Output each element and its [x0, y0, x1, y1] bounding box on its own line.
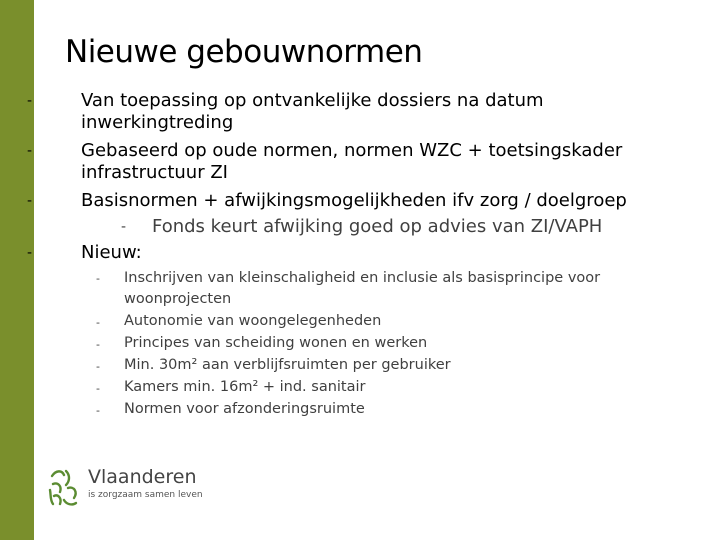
sub-bullet-text: woonprojecten: [124, 291, 232, 307]
flanders-lion-icon: [48, 468, 82, 508]
sub-bullet-text: Fonds keurt afwijking goed op advies van ZI/VAPH: [152, 216, 603, 237]
sub-bullet-text: Normen voor afzonderingsruimte: [124, 401, 365, 417]
sub-bullet-marker: -: [96, 382, 100, 395]
sub-bullet-marker: -: [96, 404, 100, 417]
sub-bullet-text: Principes van scheiding wonen en werken: [124, 335, 428, 351]
sub-bullet-marker: -: [96, 316, 100, 329]
bullet-marker: -: [27, 245, 33, 261]
bullet-marker: -: [27, 193, 33, 209]
sub-bullet-marker: -: [96, 360, 100, 373]
logo-name: Vlaanderen: [88, 466, 197, 488]
slide-title: Nieuwe gebouwnormen: [65, 34, 423, 70]
sub-bullet-marker: -: [96, 272, 100, 285]
sub-bullet-text: Min. 30m² aan verblijfsruimten per gebruiker: [124, 357, 451, 373]
sub-bullet-text: Autonomie van woongelegenheden: [124, 313, 382, 329]
vlaanderen-logo: [48, 466, 208, 510]
accent-bar: [0, 0, 34, 540]
logo-tagline: is zorgzaam samen leven: [88, 490, 203, 500]
bullet-text: Nieuw:: [81, 242, 142, 263]
bullet-marker: -: [27, 143, 33, 159]
sub-bullet-marker: -: [96, 338, 100, 351]
bullet-text: Van toepassing op ontvankelijke dossiers na datum: [81, 90, 544, 111]
sub-bullet-marker: -: [121, 219, 127, 235]
bullet-text: Basisnormen + afwijkingsmogelijkheden ifv zorg / doelgroep: [81, 190, 627, 211]
bullet-text: infrastructuur ZI: [81, 162, 228, 183]
bullet-text: inwerkingtreding: [81, 112, 234, 133]
bullet-marker: -: [27, 93, 33, 109]
bullet-text: Gebaseerd op oude normen, normen WZC + toetsingskader: [81, 140, 623, 161]
sub-bullet-text: Kamers min. 16m² + ind. sanitair: [124, 379, 366, 395]
sub-bullet-text: Inschrijven van kleinschaligheid en inclusie als basisprincipe voor: [124, 270, 601, 286]
